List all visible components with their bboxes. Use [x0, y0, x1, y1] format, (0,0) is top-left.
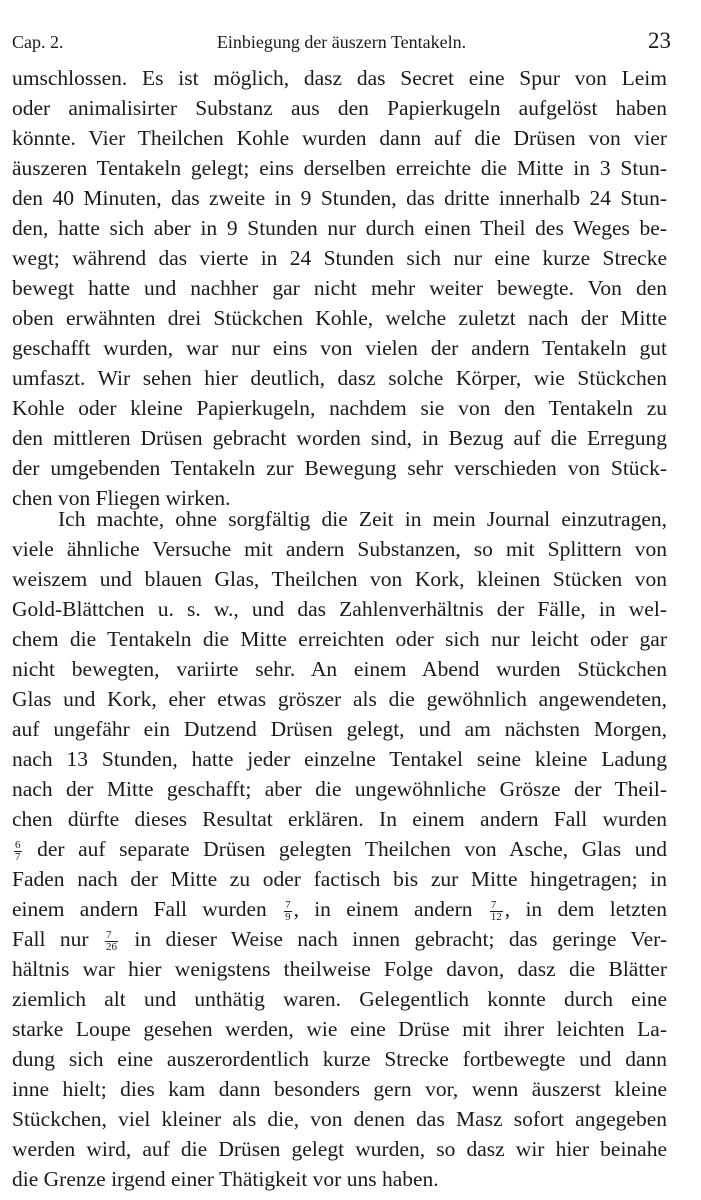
text-line: hältnis war hier wenigstens theilweise Folge davon, dasz die Blätter — [12, 957, 667, 981]
text-line: den, hatte sich aber in 9 Stunden nur durch einen Theil des Weges be- — [12, 216, 667, 240]
fraction-numerator: 7 — [105, 930, 118, 942]
fraction-numerator: 7 — [490, 900, 503, 912]
text-line: die Grenze irgend einer Thätigkeit vor uns haben. — [12, 1167, 439, 1191]
text-line: den mittleren Drüsen gebracht worden sind, in Bezug auf die Erregung — [12, 426, 667, 450]
text-line: oder animalisirter Substanz aus den Papierkugeln aufgelöst haben — [12, 96, 667, 120]
text-line: Kohle oder kleine Papierkugeln, nachdem sie von den Tentakeln zu — [12, 396, 667, 420]
text-line: weiszem und blauen Glas, Theilchen von Kork, kleinen Stücken von — [12, 567, 667, 591]
text-line: wegt; während das vierte in 24 Stunden sich nur eine kurze Strecke — [12, 246, 667, 270]
text-line: umschlossen. Es ist möglich, dasz das Secret eine Spur von Leim — [12, 66, 667, 90]
text-line: oben erwähnten drei Stückchen Kohle, welche zuletzt nach der Mitte — [12, 306, 667, 330]
page-number: 23 — [648, 28, 671, 53]
text-line: geschafft wurden, war nur eins von vielen der andern Tentakeln gut — [12, 336, 667, 360]
text-line: viele ähnliche Versuche mit andern Substanzen, so mit Splittern von — [12, 537, 667, 561]
text-line: werden wird, auf die Drüsen gelegt wurden, so dasz wir hier beinahe — [12, 1137, 667, 1161]
text-line: den 40 Minuten, das zweite in 9 Stunden, das dritte innerhalb 24 Stun- — [12, 186, 667, 210]
text-line-with-fraction — [12, 924, 667, 954]
text-segment: , in einem andern — [293, 897, 473, 921]
text-line: chem die Tentakeln die Mitte erreichten oder sich nur leicht oder gar — [12, 627, 667, 651]
text-line: dung sich eine auszerordentlich kurze Strecke fortbewegte und dann — [12, 1047, 667, 1071]
fraction-denominator: 26 — [105, 940, 117, 953]
text-line: bewegt hatte und nachher gar nicht mehr weiter bewegte. Von den — [12, 276, 667, 300]
text-line: Ich machte, ohne sorgfältig die Zeit in mein Journal einzutragen, — [58, 507, 667, 531]
fraction-denominator: 9 — [285, 910, 291, 923]
fraction-denominator: 12 — [490, 910, 502, 923]
text-line: starke Loupe gesehen werden, wie eine Drüse mit ihrer leichten La- — [12, 1017, 667, 1041]
text-line: inne hielt; dies kam dann besonders gern vor, wenn äuszerst kleine — [12, 1077, 667, 1101]
text-line: chen dürfte dieses Resultat erklären. In einem andern Fall wurden — [12, 807, 667, 831]
text-line: nach der Mitte geschafft; aber die ungewöhnliche Grösze der Theil- — [12, 777, 667, 801]
text-line: könnte. Vier Theilchen Kohle wurden dann auf die Drüsen von vier — [12, 126, 667, 150]
text-line: ziemlich alt und unthätig waren. Gelegentlich konnte durch eine — [12, 987, 667, 1011]
running-header — [12, 28, 671, 60]
text-segment: , in dem letzten — [504, 897, 667, 921]
fraction-denominator: 7 — [15, 850, 21, 863]
text-line: Faden nach der Mitte zu oder factisch bis zur Mitte hingetragen; in — [12, 867, 667, 891]
text-line-with-fraction — [12, 834, 667, 864]
text-line: der umgebenden Tentakeln zur Bewegung sehr verschieden von Stück- — [12, 456, 667, 480]
text-line: auf ungefähr ein Dutzend Drüsen gelegt, und am nächsten Morgen, — [12, 717, 667, 741]
fraction — [105, 930, 118, 953]
fraction — [490, 900, 503, 923]
text-line: Stückchen, viel kleiner als die, von denen das Masz sofort angegeben — [12, 1107, 667, 1131]
fraction-numerator: 6 — [15, 838, 21, 851]
fraction — [284, 900, 292, 923]
running-title: Einbiegung der äuszern Tentakeln. — [216, 32, 467, 52]
text-line: umfaszt. Wir sehen hier deutlich, dasz solche Körper, wie Stückchen — [12, 366, 667, 390]
text-segment: einem andern Fall wurden — [12, 897, 267, 921]
text-line-with-fraction — [12, 894, 667, 924]
fraction — [14, 840, 22, 863]
text-line: chen von Fliegen wirken. — [12, 486, 231, 510]
text-line: nach 13 Stunden, hatte jeder einzelne Tentakel seine kleine Ladung — [12, 747, 667, 771]
paragraph-1 — [12, 63, 667, 513]
text-line: nicht bewegten, variirte sehr. An einem Abend wurden Stückchen — [12, 657, 667, 681]
text-segment: Fall nur — [12, 927, 89, 951]
text-line: Glas und Kork, eher etwas gröszer als die gewöhnlich angewendeten, — [12, 687, 667, 711]
fraction-numerator: 7 — [285, 898, 291, 911]
text-line: äuszeren Tentakeln gelegt; eins derselben erreichte die Mitte in 3 Stun- — [12, 156, 667, 180]
text-segment: der auf separate Drüsen gelegten Theilchen von Asche, Glas und — [37, 837, 667, 861]
chapter-label: Cap. 2. — [12, 32, 64, 52]
text-line: Gold-Blättchen u. s. w., und das Zahlenverhältnis der Fälle, in wel- — [12, 597, 667, 621]
paragraph-2 — [12, 504, 667, 1194]
text-segment: in dieser Weise nach innen gebracht; das geringe Ver- — [134, 927, 667, 951]
